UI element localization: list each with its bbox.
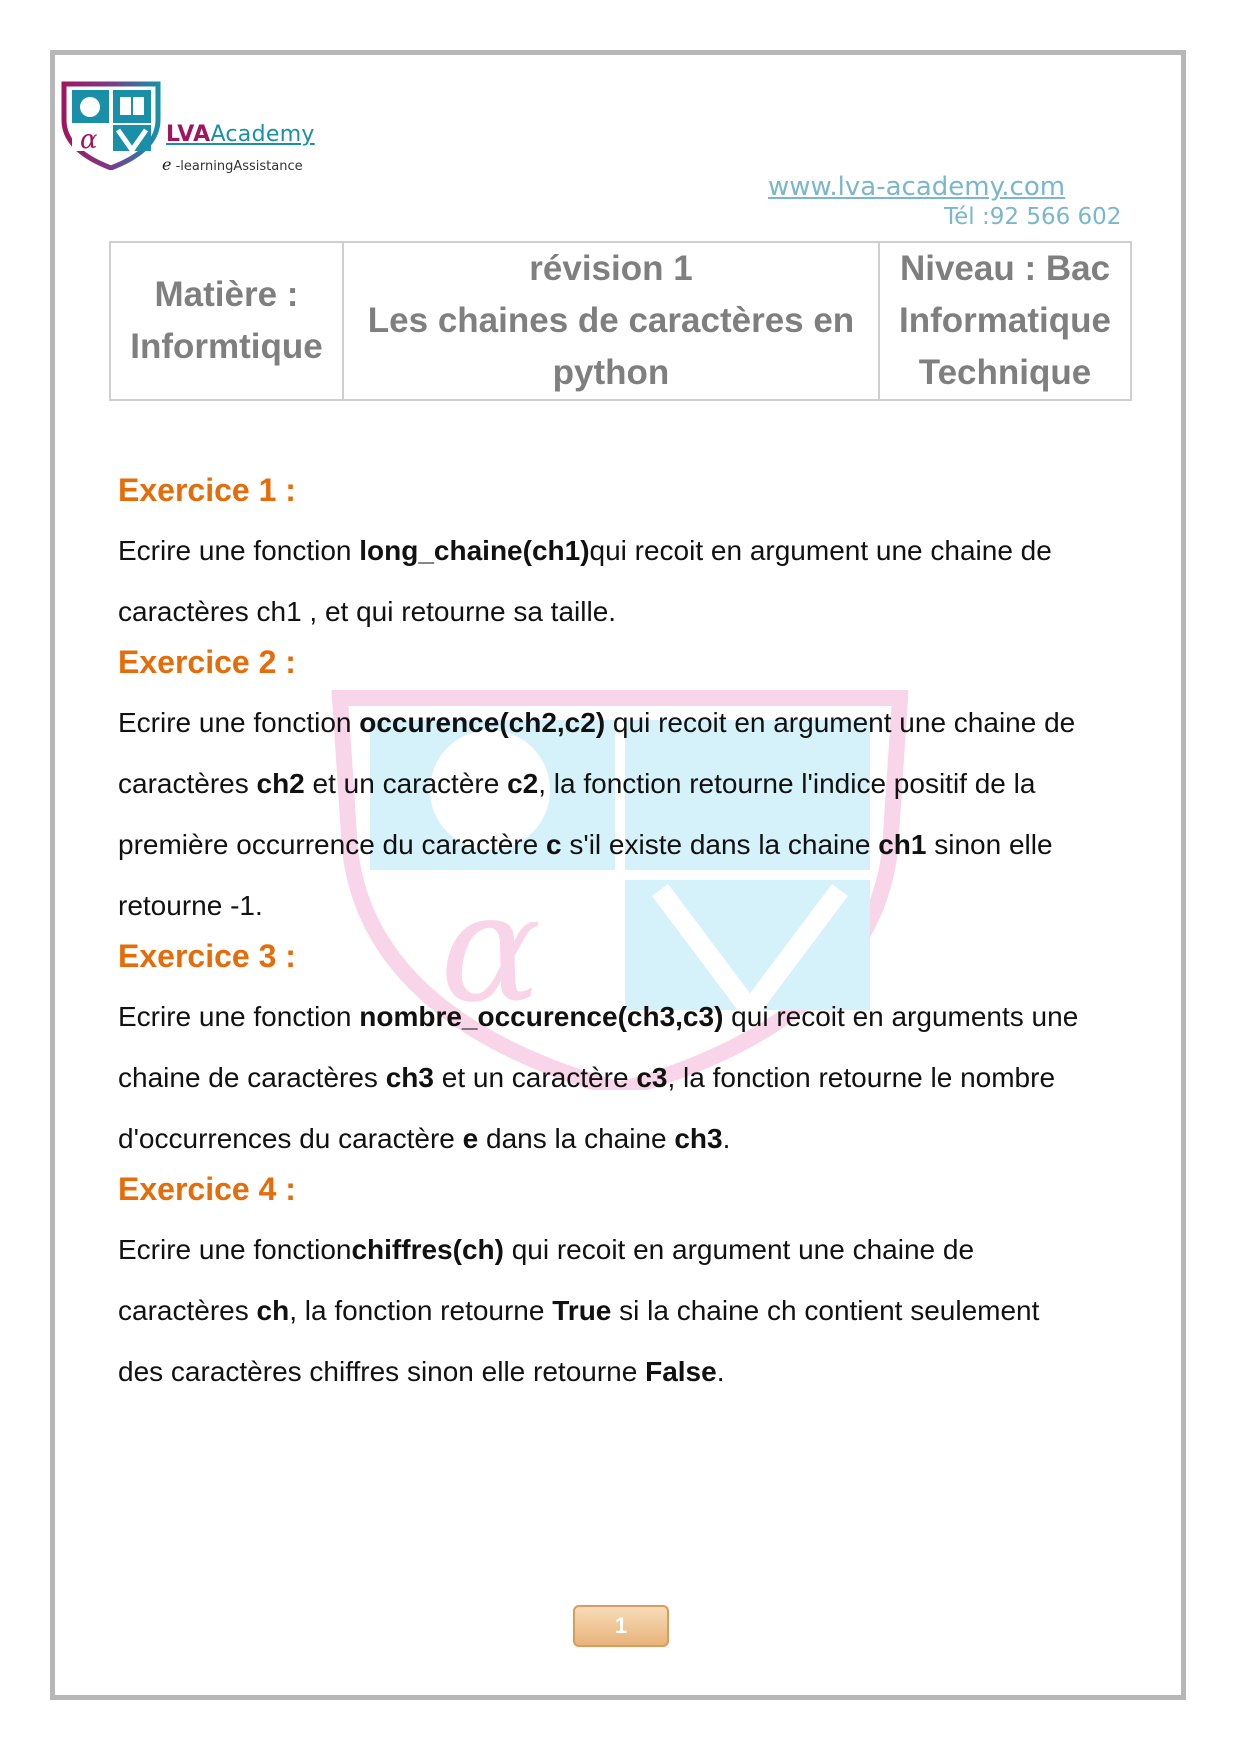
exercise-line: caractères ch1 , et qui retourne sa taille. [118, 596, 617, 627]
exercise-line: des caractères chiffres sinon elle retourne False. [118, 1356, 725, 1387]
exercise-line: caractères ch2 et un caractère c2, la fonction retourne l'indice positif de la [118, 768, 1036, 799]
page-number-badge: 1 [573, 1605, 669, 1647]
exercise-line: Ecrire une fonctionchiffres(ch) qui recoit en argument une chaine de [118, 1234, 975, 1265]
level-line: Niveau : Bac [899, 249, 1111, 288]
exercise-line: première occurrence du caractère c s'il existe dans la chaine ch1 sinon elle [118, 829, 1053, 860]
exercise-line: d'occurrences du caractère e dans la chaine ch3. [118, 1123, 731, 1154]
exercise-title: Exercice 1 : [118, 472, 296, 508]
exercise-title: Exercice 4 : [118, 1171, 296, 1207]
tagline [162, 155, 303, 174]
exercise-title: Exercice 2 : [118, 644, 296, 680]
lva-academy-logo [58, 80, 168, 170]
exercises-content [118, 470, 1158, 1402]
brand-lva: LVA [166, 122, 211, 147]
exercise-line: caractères ch, la fonction retourne True si la chaine ch contient seulement [118, 1295, 1040, 1326]
level-line: Technique [918, 353, 1092, 392]
subject-line: Informtique [130, 327, 323, 366]
svg-text:α: α [80, 125, 98, 155]
exercise-line: Ecrire une fonction long_chaine(ch1)qui recoit en argument une chaine de [118, 535, 1052, 566]
exercise-line: chaine de caractères ch3 et un caractère c3, la fonction retourne le nombre [118, 1062, 1056, 1093]
title-line: révision 1 [529, 249, 693, 288]
brand-academy: Academy [210, 122, 315, 147]
level-line: Informatique [899, 301, 1111, 340]
brand-name [166, 122, 315, 147]
exercise-title: Exercice 3 : [118, 938, 296, 974]
phone-number: Tél :92 566 602 [944, 204, 1122, 230]
exercise-line: retourne -1. [118, 890, 263, 921]
subject-line: Matière : [154, 275, 299, 314]
subject-cell [110, 242, 343, 400]
tagline-text: -learningAssistance [171, 159, 303, 174]
website-link[interactable]: www.lva-academy.com [768, 172, 1066, 202]
title-line: Les chaines de caractères en [367, 301, 855, 340]
level-cell [879, 242, 1131, 400]
exercise-line: Ecrire une fonction nombre_occurence(ch3,c3) qui recoit en arguments une [118, 1001, 1079, 1032]
tagline-e: e [162, 155, 172, 174]
exercise-line: Ecrire une fonction occurence(ch2,c2) qui recoit en argument une chaine de [118, 707, 1076, 738]
title-line: python [552, 353, 670, 392]
title-cell [343, 242, 879, 400]
info-table [109, 241, 1132, 401]
svg-text:α: α [440, 862, 542, 1036]
